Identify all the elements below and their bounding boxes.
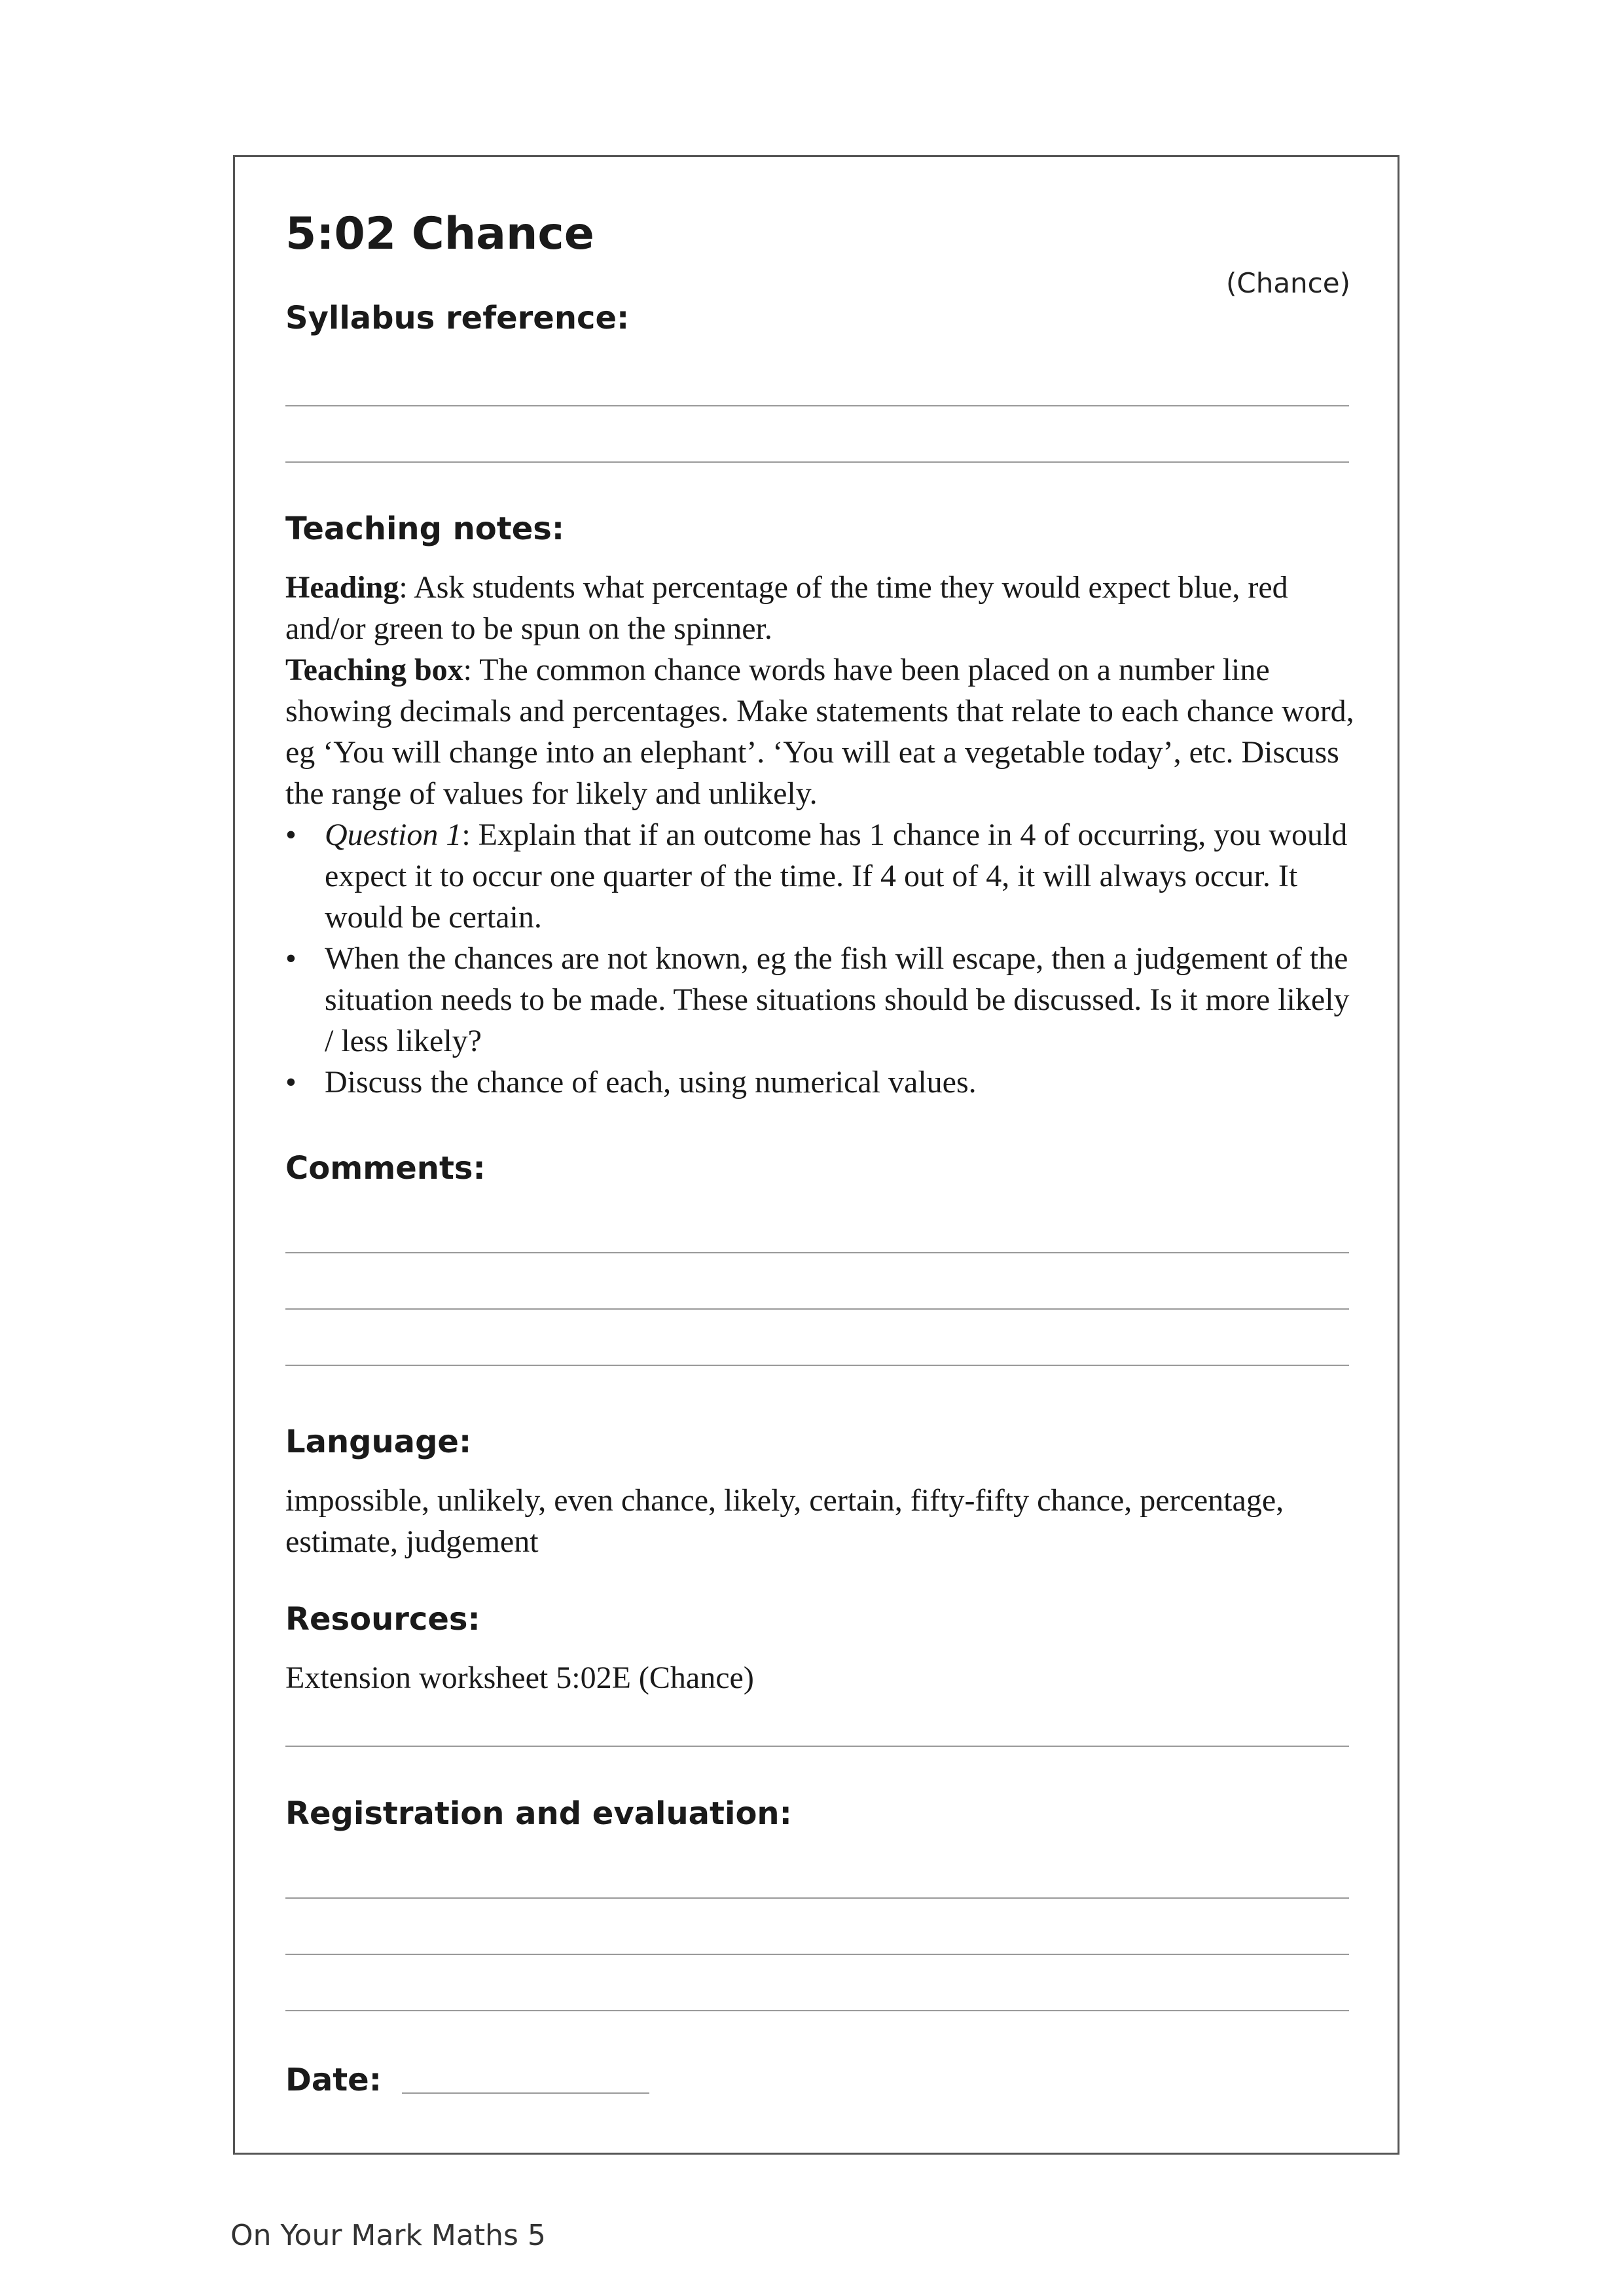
strand-label: (Chance): [1225, 267, 1350, 299]
list-item: [285, 1062, 1359, 1103]
teaching-box-text: : The common chance words have been placed on a number line showing decimals and percentages. Make statements that relate to each chance word, eg ‘You will change into an elephant’. ‘You will eat a vegetable today’, etc. Discuss the range of values for likely and unlikely.: [285, 653, 1354, 811]
bullet-icon: •: [285, 817, 297, 852]
teaching-box-label: Teaching box: [285, 653, 463, 687]
question-ref: Question 1: [325, 817, 462, 852]
registration-line-3[interactable]: [285, 2010, 1349, 2011]
registration-line-1[interactable]: [285, 1897, 1349, 1899]
language-heading: Language:: [285, 1424, 472, 1460]
footer-title: On Your Mark Maths 5: [230, 2219, 546, 2252]
bullet-icon: •: [285, 941, 297, 976]
comments-line-2[interactable]: [285, 1308, 1349, 1310]
teaching-bullets: [285, 814, 1359, 1103]
resources-text: Extension worksheet 5:02E (Chance): [285, 1660, 754, 1695]
registration-line-2[interactable]: [285, 1954, 1349, 1955]
date-heading: Date:: [285, 2062, 382, 2098]
heading-note: [285, 567, 1359, 649]
comments-heading: Comments:: [285, 1150, 486, 1187]
bullet-text: Discuss the chance of each, using numerical values.: [325, 1065, 977, 1100]
syllabus-line-2[interactable]: [285, 461, 1349, 463]
heading-note-text: : Ask students what percentage of the time they would expect blue, red and/or green to be spun on the spinner.: [285, 570, 1288, 646]
language-text: impossible, unlikely, even chance, likely, certain, fifty-fifty chance, percentage, estimate, judgement: [285, 1483, 1284, 1559]
syllabus-line-1[interactable]: [285, 405, 1349, 406]
resources-heading: Resources:: [285, 1601, 480, 1638]
registration-heading: Registration and evaluation:: [285, 1795, 792, 1832]
list-item: [285, 938, 1359, 1062]
syllabus-heading: Syllabus reference:: [285, 300, 630, 336]
page-title: 5:02 Chance: [285, 208, 594, 260]
heading-note-label: Heading: [285, 570, 399, 605]
resources-line[interactable]: [285, 1746, 1349, 1747]
bullet-text: : Explain that if an outcome has 1 chance in 4 of occurring, you would expect it to occur one quarter of the time. If 4 out of 4, it will always occur. It would be certain.: [325, 817, 1348, 935]
bullet-icon: •: [285, 1065, 297, 1100]
comments-line-1[interactable]: [285, 1252, 1349, 1253]
date-field-line[interactable]: [402, 2092, 649, 2094]
teaching-notes-heading: Teaching notes:: [285, 511, 565, 547]
comments-line-3[interactable]: [285, 1365, 1349, 1366]
bullet-text: When the chances are not known, eg the fish will escape, then a judgement of the situation needs to be made. These situations should be discussed. Is it more likely / less likely?: [325, 941, 1350, 1058]
list-item: [285, 814, 1359, 938]
teaching-notes-body: [285, 567, 1359, 1103]
teaching-box-note: [285, 649, 1359, 814]
